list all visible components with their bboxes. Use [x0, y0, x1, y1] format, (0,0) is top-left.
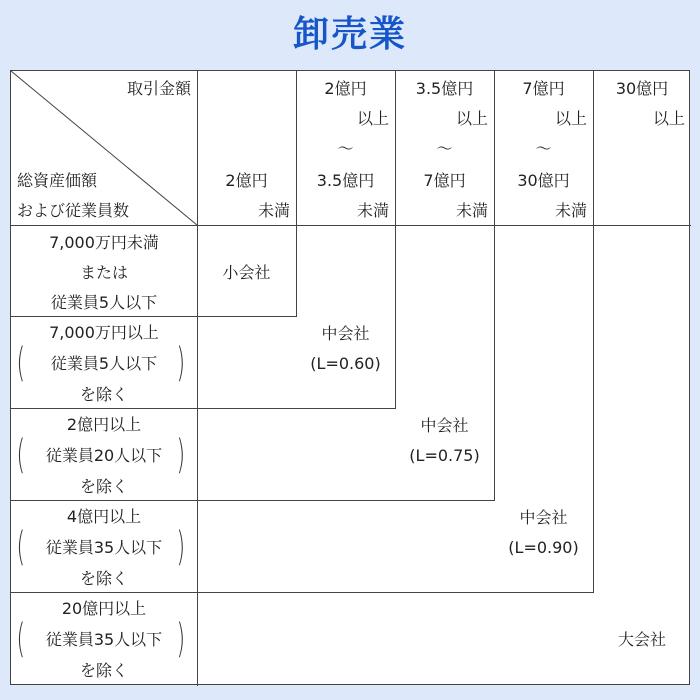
stair-v-4	[593, 225, 594, 592]
row2-line1: 7,000万円以上	[49, 323, 159, 342]
row4-paren-close: )	[176, 524, 186, 570]
stair-v-2	[395, 225, 396, 408]
col4-line2: 以上	[554, 109, 587, 128]
stair-h-1	[197, 316, 297, 317]
col3-line2: 以上	[455, 109, 488, 128]
col4-line3: ～	[535, 139, 552, 158]
row2-paren-close: )	[176, 340, 186, 386]
row5-line2: 従業員35人以下	[45, 630, 163, 649]
corner-transaction-amount: 取引金額	[126, 79, 191, 98]
row5-line3: を除く	[79, 661, 128, 680]
row1-line1: 7,000万円未満	[49, 233, 159, 252]
col2-line3: ～	[337, 139, 354, 158]
col4-line1: 7億円	[522, 79, 565, 98]
col3-line4: 7億円	[423, 171, 466, 190]
col4-line5: 未満	[554, 201, 587, 220]
row2-paren-open: (	[16, 340, 26, 386]
row-line-2	[11, 408, 197, 409]
row1-line3: 従業員5人以下	[50, 293, 158, 312]
class-small-company: 小会社	[222, 263, 271, 282]
row1-line2: または	[79, 263, 128, 282]
classification-table	[10, 70, 690, 685]
col3-line3: ～	[436, 139, 453, 158]
col1-line4: 2億円	[225, 171, 268, 190]
class-mid-075-name: 中会社	[420, 416, 469, 435]
col2-line1: 2億円	[324, 79, 367, 98]
col-line-1	[197, 71, 198, 686]
row-line-4	[11, 592, 197, 593]
row3-line2: 従業員20人以下	[45, 446, 163, 465]
col2-line5: 未満	[356, 201, 389, 220]
header-bottom-line	[11, 225, 691, 226]
class-mid-060-ratio: (L=0.60)	[310, 354, 381, 373]
class-mid-090-ratio: (L=0.90)	[508, 538, 579, 557]
col3-line5: 未満	[455, 201, 488, 220]
col3-line1: 3.5億円	[415, 79, 474, 98]
row2-line3: を除く	[79, 385, 128, 404]
row2-line2: 従業員5人以下	[50, 354, 158, 373]
row4-line2: 従業員35人以下	[45, 538, 163, 557]
col2-line2: 以上	[356, 109, 389, 128]
row3-paren-open: (	[16, 432, 26, 478]
row5-paren-open: (	[16, 616, 26, 662]
row4-line1: 4億円以上	[66, 507, 142, 526]
corner-total-assets: 総資産価額	[17, 171, 98, 190]
stair-h-2	[197, 408, 396, 409]
row-line-3	[11, 500, 197, 501]
class-large-company: 大会社	[617, 630, 666, 649]
page-title: 卸売業	[292, 14, 407, 55]
class-mid-075-ratio: (L=0.75)	[409, 446, 480, 465]
stair-h-3	[197, 500, 495, 501]
row3-paren-close: )	[176, 432, 186, 478]
col4-line4: 30億円	[517, 171, 570, 190]
stair-h-4	[197, 592, 594, 593]
class-mid-090-name: 中会社	[519, 508, 568, 527]
corner-employees: および従業員数	[17, 201, 130, 220]
row4-line3: を除く	[79, 569, 128, 588]
col5-line2: 以上	[652, 109, 685, 128]
row4-paren-open: (	[16, 524, 26, 570]
class-mid-060-name: 中会社	[321, 324, 370, 343]
col5-line1: 30億円	[615, 79, 669, 98]
row3-line3: を除く	[79, 477, 128, 496]
stair-v-1	[296, 225, 297, 316]
row5-paren-close: )	[176, 616, 186, 662]
stair-v-3	[494, 225, 495, 500]
row5-line1: 20億円以上	[61, 599, 147, 618]
row-line-1	[11, 316, 197, 317]
col1-line5: 未満	[257, 201, 290, 220]
row3-line1: 2億円以上	[66, 415, 142, 434]
col2-line4: 3.5億円	[316, 171, 375, 190]
